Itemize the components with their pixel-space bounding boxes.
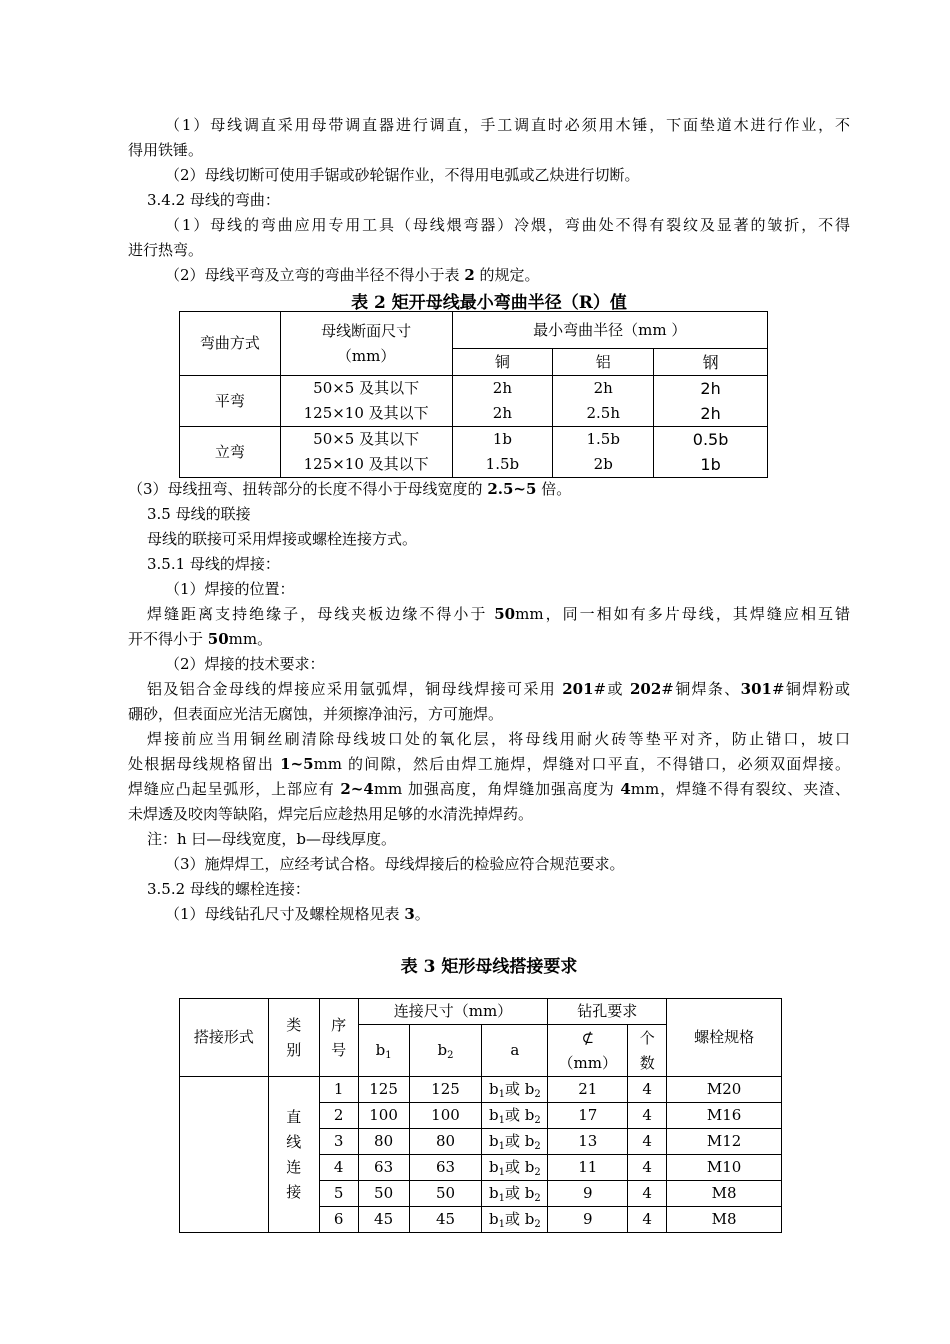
t3-cell-a: $b_1$或 $b_2$ xyxy=(482,1181,548,1207)
t2-header-aluminum: 铝 xyxy=(553,349,654,376)
paragraph-weld-tech: （2）焊接的技术要求： xyxy=(165,655,325,673)
t3-cell-b1: 125 xyxy=(358,1077,409,1103)
t3-cell-dia: 11 xyxy=(548,1155,628,1181)
paragraph-straightening-cont: 得用铁锤。 xyxy=(128,141,204,159)
paragraph-bending-cont: 进行热弯。 xyxy=(128,241,204,259)
t3-cell-cnt: 4 xyxy=(628,1155,667,1181)
t2-method-flat: 平弯 xyxy=(180,376,281,427)
t3-cell-b2: 80 xyxy=(409,1129,482,1155)
t2-cu-cell: 1b 1.5b xyxy=(452,427,553,478)
t3-cell-b2: 45 xyxy=(409,1207,482,1233)
heading-3-5-2: 3.5.2 母线的螺栓连接： xyxy=(147,880,310,898)
t3-cell-dia: 17 xyxy=(548,1103,628,1129)
t3-cell-no: 6 xyxy=(319,1207,358,1233)
t2-header-radius: 最小弯曲半径（mm ） xyxy=(452,312,768,349)
t3-cell-bolt: M20 xyxy=(667,1077,782,1103)
t3-cell-b1: 80 xyxy=(358,1129,409,1155)
paragraph-connection: 母线的联接可采用焊接或螺栓连接方式。 xyxy=(147,530,418,548)
t3-cell-no: 2 xyxy=(319,1103,358,1129)
t3-cell-b2: 100 xyxy=(409,1103,482,1129)
t3-cell-no: 1 xyxy=(319,1077,358,1103)
t2-header-steel: 钢 xyxy=(654,349,768,376)
paragraph-weld-method: 铝及铝合金母线的焊接应采用氩弧焊，铜母线焊接可采用 201#或 202#铜焊条、301#铜焊粉或 xyxy=(147,680,850,698)
t3-cell-cnt: 4 xyxy=(628,1077,667,1103)
t3-header-a: a xyxy=(482,1025,548,1077)
table-3 xyxy=(179,998,782,1233)
paragraph-bolt: （1）母线钻孔尺寸及螺栓规格见表 3。 xyxy=(165,905,430,923)
t2-header-copper: 铜 xyxy=(452,349,553,376)
paragraph-straightening: （1）母线调直采用母带调直器进行调直，手工调直时必须用木锤，下面垫道木进行作业，不 xyxy=(165,116,850,134)
t3-header-seq: 序 号 xyxy=(319,999,358,1077)
t3-header-b2: $b_2$ xyxy=(409,1025,482,1077)
paragraph-weld-distance: 焊缝距离支持绝缘子，母线夹板边缘不得小于 50mm，同一相如有多片母线，其焊缝应相互错 xyxy=(147,605,850,623)
t3-header-conn: 连接尺寸（mm） xyxy=(358,999,548,1025)
t3-cell-bolt: M12 xyxy=(667,1129,782,1155)
t3-cell-bolt: M8 xyxy=(667,1207,782,1233)
paragraph-cutting: （2）母线切断可使用手锯或砂轮锯作业，不得用电弧或乙炔进行切断。 xyxy=(165,166,640,184)
t3-cell-b1: 50 xyxy=(358,1181,409,1207)
note: 注：h 曰—母线宽度，b—母线厚度。 xyxy=(147,830,397,848)
t2-method-vertical: 立弯 xyxy=(180,427,281,478)
paragraph-welder: （3）施焊焊工，应经考试合格。母线焊接后的检验应符合规范要求。 xyxy=(165,855,625,873)
t3-cell-bolt: M8 xyxy=(667,1181,782,1207)
t3-cell-b2: 63 xyxy=(409,1155,482,1181)
t2-steel-cell: 2h 2h xyxy=(654,376,768,427)
t3-cell-a: $b_1$或 $b_2$ xyxy=(482,1207,548,1233)
t3-cell-b1: 63 xyxy=(358,1155,409,1181)
paragraph-weld-distance-cont: 开不得小于 50mm。 xyxy=(128,630,273,648)
paragraph-twist: （3）母线扭弯、扭转部分的长度不得小于母线宽度的 2.5~5 倍。 xyxy=(128,480,572,498)
t3-header-bolt: 螺栓规格 xyxy=(667,999,782,1077)
t3-cell-no: 5 xyxy=(319,1181,358,1207)
table-2 xyxy=(179,311,768,478)
table-3-title: 表 3 矩形母线搭接要求 xyxy=(400,957,578,977)
t2-al-cell: 1.5b 2b xyxy=(553,427,654,478)
t2-size-cell: 50×5 及其以下 125×10 及其以下 xyxy=(280,427,452,478)
t3-cell-a: $b_1$或 $b_2$ xyxy=(482,1129,548,1155)
paragraph-weld-prep: 焊接前应当用铜丝刷清除母线坡口处的氧化层，将母线用耐火砖等垫平对齐，防止错口，坡口 xyxy=(147,730,850,748)
t3-header-drill: 钻孔要求 xyxy=(548,999,667,1025)
t3-cell-dia: 21 xyxy=(548,1077,628,1103)
t3-cell-no: 4 xyxy=(319,1155,358,1181)
t3-cell-b2: 125 xyxy=(409,1077,482,1103)
t3-cell-b1: 45 xyxy=(358,1207,409,1233)
t3-header-count: 个 数 xyxy=(628,1025,667,1077)
t3-cell-a: $b_1$或 $b_2$ xyxy=(482,1155,548,1181)
table-2-title: 表 2 矩开母线最小弯曲半径（R）值 xyxy=(351,293,627,313)
t3-header-diameter: ⊄ （mm） xyxy=(548,1025,628,1077)
t3-cell-a: $b_1$或 $b_2$ xyxy=(482,1103,548,1129)
t3-cell-b1: 100 xyxy=(358,1103,409,1129)
paragraph-bending: （1）母线的弯曲应用专用工具（母线煨弯器）冷煨，弯曲处不得有裂纹及显著的皱折，不得 xyxy=(165,216,850,234)
t3-cell-no: 3 xyxy=(319,1129,358,1155)
table-row xyxy=(180,1077,782,1103)
t3-form-cell xyxy=(180,1077,269,1233)
t3-header-b1: $b_1$ xyxy=(358,1025,409,1077)
paragraph-bend-radius: （2）母线平弯及立弯的弯曲半径不得小于表 2 的规定。 xyxy=(165,266,540,284)
t2-cu-cell: 2h 2h xyxy=(452,376,553,427)
t3-cell-bolt: M10 xyxy=(667,1155,782,1181)
t3-cell-dia: 13 xyxy=(548,1129,628,1155)
t3-category-straight: 直 线 连 接 xyxy=(268,1077,319,1233)
t3-cell-dia: 9 xyxy=(548,1207,628,1233)
paragraph-weld-method-cont: 硼砂，但表面应光洁无腐蚀，并须擦净油污，方可施焊。 xyxy=(128,705,504,723)
t3-cell-dia: 9 xyxy=(548,1181,628,1207)
t3-cell-bolt: M16 xyxy=(667,1103,782,1129)
t3-cell-a: $b_1$或 $b_2$ xyxy=(482,1077,548,1103)
t3-header-form: 搭接形式 xyxy=(180,999,269,1077)
t3-cell-cnt: 4 xyxy=(628,1129,667,1155)
t3-cell-cnt: 4 xyxy=(628,1181,667,1207)
paragraph-weld-position: （1）焊接的位置： xyxy=(165,580,295,598)
t3-cell-b2: 50 xyxy=(409,1181,482,1207)
paragraph-weld-prep-3: 焊缝应凸起呈弧形，上部应有 2~4mm 加强高度，角焊缝加强高度为 4mm，焊缝不得有裂纹、夹渣、 xyxy=(128,780,850,798)
heading-3-4-2: 3.4.2 母线的弯曲： xyxy=(147,191,280,209)
heading-3-5-1: 3.5.1 母线的焊接： xyxy=(147,555,280,573)
t3-cell-cnt: 4 xyxy=(628,1207,667,1233)
t2-al-cell: 2h 2.5h xyxy=(553,376,654,427)
t2-header-size: 母线断面尺寸 （mm） xyxy=(280,312,452,376)
heading-3-5: 3.5 母线的联接 xyxy=(147,505,251,523)
paragraph-weld-prep-4: 未焊透及咬肉等缺陷，焊完后应趁热用足够的水清洗掉焊药。 xyxy=(128,805,534,823)
t2-steel-cell: 0.5b 1b xyxy=(654,427,768,478)
t2-size-cell: 50×5 及其以下 125×10 及其以下 xyxy=(280,376,452,427)
t3-cell-cnt: 4 xyxy=(628,1103,667,1129)
paragraph-weld-prep-2: 处根据母线规格留出 1~5mm 的间隙，然后由焊工施焊，焊缝对口平直，不得错口，必须双面焊接。 xyxy=(128,755,850,773)
t3-header-category: 类 别 xyxy=(268,999,319,1077)
t2-header-method: 弯曲方式 xyxy=(180,312,281,376)
